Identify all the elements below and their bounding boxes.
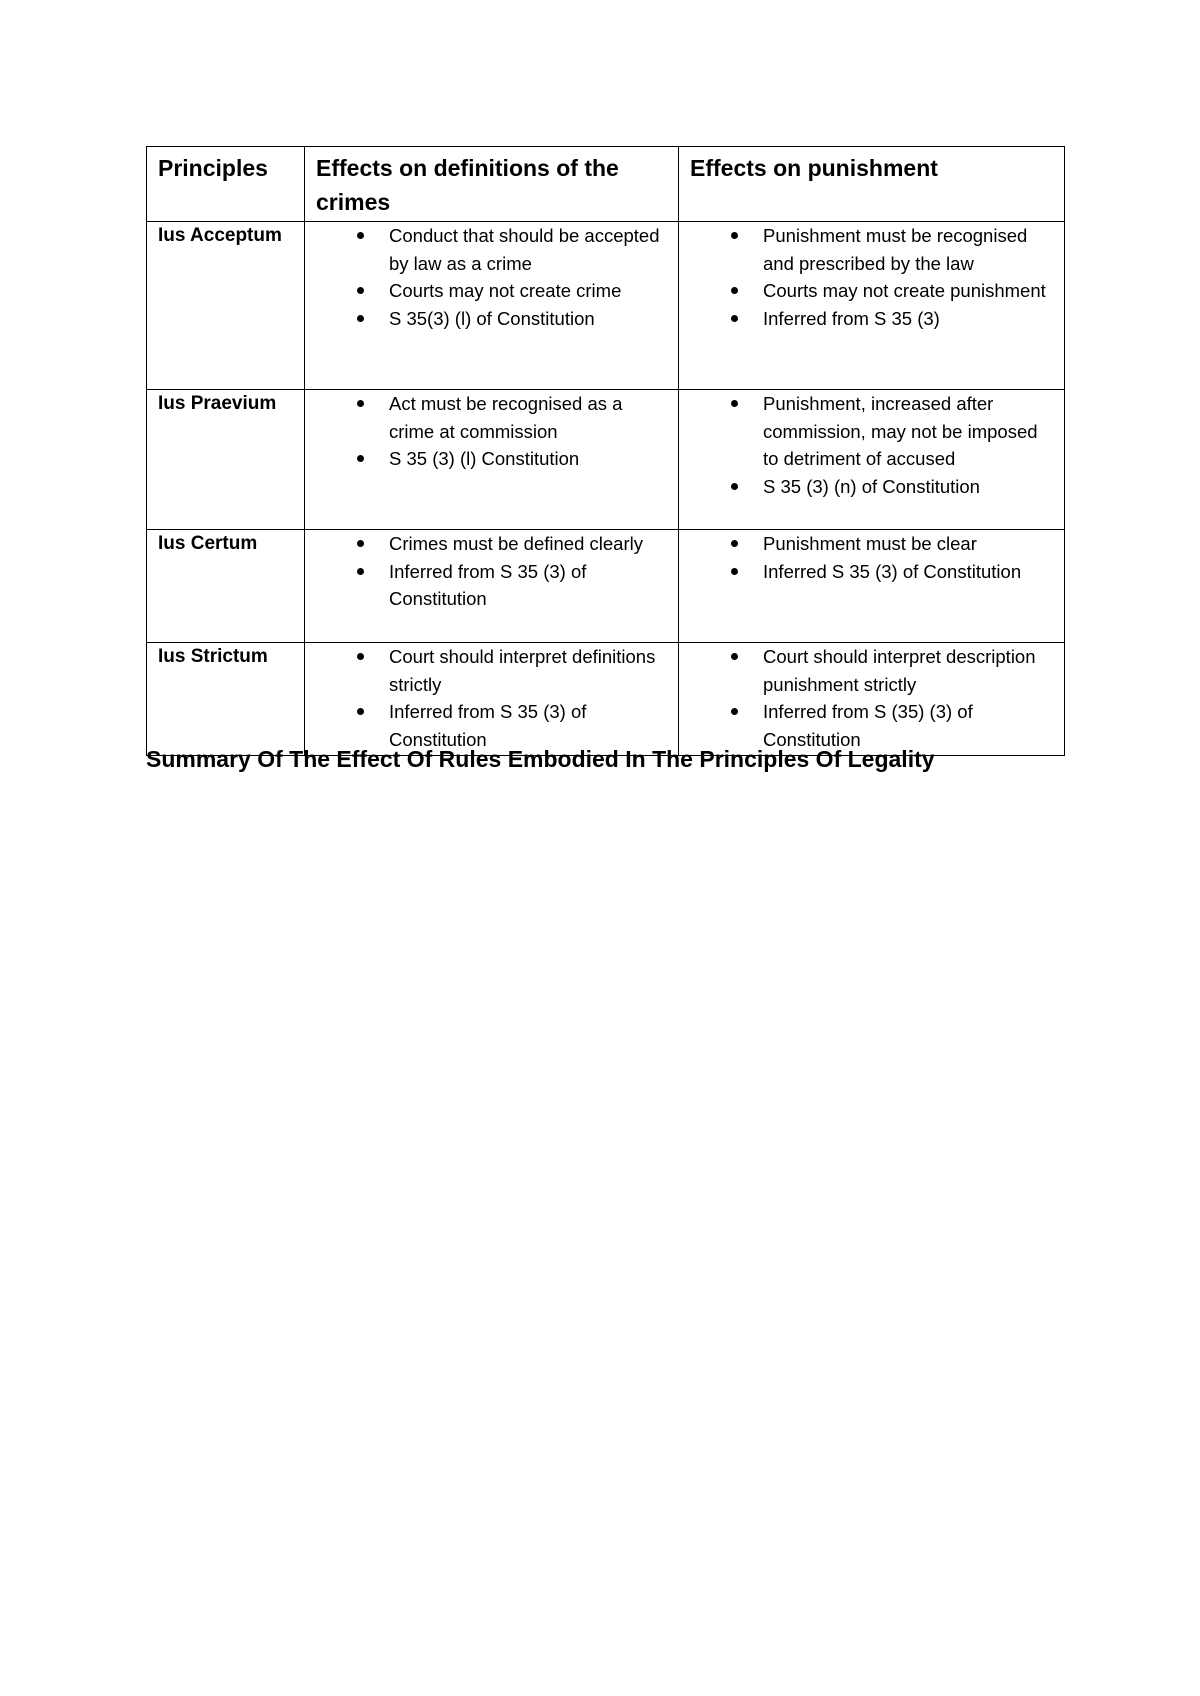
list-item xyxy=(690,390,1054,473)
bullet-text: Inferred from S 35 (3) of Constitution xyxy=(389,701,587,750)
table-caption: Summary Of The Effect Of Rules Embodied In The Principles Of Legality xyxy=(146,746,935,772)
bullet-icon xyxy=(731,287,738,294)
bullet-list xyxy=(690,643,1054,753)
bullet-icon xyxy=(731,315,738,322)
legality-principles-table xyxy=(146,146,1065,756)
list-item xyxy=(690,222,1054,277)
principle-name: Ius Praevium xyxy=(147,390,305,530)
bullet-icon xyxy=(731,653,738,660)
bullet-icon xyxy=(357,708,364,715)
bullet-text: Punishment, increased after commission, may not be imposed to detriment of accused xyxy=(763,393,1038,469)
bullet-text: Inferred from S 35 (3) xyxy=(763,307,940,329)
list-item xyxy=(316,445,668,473)
punishment-cell xyxy=(679,222,1065,390)
bullet-icon xyxy=(357,232,364,239)
bullet-text: Punishment must be clear xyxy=(763,533,977,554)
table-header-row xyxy=(147,147,1065,222)
bullet-text: Inferred S 35 (3) of Constitution xyxy=(763,560,1022,582)
list-item xyxy=(316,222,668,277)
list-item xyxy=(690,277,1054,305)
bullet-text: Court should interpret description punishment strictly xyxy=(763,646,1036,695)
bullet-text: Crimes must be defined clearly xyxy=(389,533,643,554)
bullet-icon xyxy=(357,455,364,462)
bullet-text: Courts may not create crime xyxy=(389,280,622,301)
list-item xyxy=(690,643,1054,698)
bullet-list xyxy=(316,222,668,332)
header-principles: Principles xyxy=(147,147,305,222)
bullet-text: S 35(3) (l) of Constitution xyxy=(389,307,595,329)
bullet-icon xyxy=(357,287,364,294)
bullet-icon xyxy=(731,483,738,490)
header-effects-punishment: Effects on punishment xyxy=(679,147,1065,222)
bullet-text: Courts may not create punishment xyxy=(763,280,1046,301)
principle-name: Ius Acceptum xyxy=(147,222,305,390)
list-item xyxy=(316,305,668,333)
bullet-icon xyxy=(357,315,364,322)
list-item xyxy=(316,530,668,558)
list-item xyxy=(316,558,668,613)
table-row xyxy=(147,643,1065,756)
punishment-cell xyxy=(679,643,1065,756)
bullet-icon xyxy=(357,400,364,407)
bullet-list xyxy=(316,643,668,753)
bullet-text: Inferred from S (35) (3) of Constitution xyxy=(763,701,973,750)
bullet-text: Conduct that should be accepted by law as a crime xyxy=(389,225,660,274)
bullet-list xyxy=(316,530,668,613)
list-item xyxy=(316,643,668,698)
table-row xyxy=(147,390,1065,530)
bullet-icon xyxy=(731,540,738,547)
principle-name: Ius Certum xyxy=(147,530,305,643)
bullet-icon xyxy=(731,400,738,407)
bullet-text: Act must be recognised as a crime at commission xyxy=(389,393,623,442)
punishment-cell xyxy=(679,530,1065,643)
definitions-cell xyxy=(305,390,679,530)
list-item xyxy=(690,558,1054,586)
bullet-list xyxy=(690,390,1054,500)
bullet-text: Punishment must be recognised and prescribed by the law xyxy=(763,225,1028,274)
header-effects-definitions: Effects on definitions of the crimes xyxy=(305,147,679,222)
definitions-cell xyxy=(305,643,679,756)
table-row xyxy=(147,530,1065,643)
bullet-icon xyxy=(357,568,364,575)
list-item xyxy=(690,530,1054,558)
bullet-text: Inferred from S 35 (3) of Constitution xyxy=(389,560,587,609)
bullet-icon xyxy=(731,708,738,715)
table-row xyxy=(147,222,1065,390)
bullet-icon xyxy=(357,653,364,660)
list-item xyxy=(690,473,1054,501)
bullet-list xyxy=(690,530,1054,585)
list-item xyxy=(316,390,668,445)
bullet-text: S 35 (3) (n) of Constitution xyxy=(763,475,980,497)
principle-name: Ius Strictum xyxy=(147,643,305,756)
bullet-text: S 35 (3) (l) Constitution xyxy=(389,448,580,469)
list-item xyxy=(316,277,668,305)
punishment-cell xyxy=(679,390,1065,530)
bullet-icon xyxy=(731,232,738,239)
definitions-cell xyxy=(305,530,679,643)
bullet-text: Court should interpret definitions strictly xyxy=(389,646,656,695)
bullet-list xyxy=(316,390,668,473)
bullet-icon xyxy=(357,540,364,547)
bullet-icon xyxy=(731,568,738,575)
bullet-list xyxy=(690,222,1054,332)
definitions-cell xyxy=(305,222,679,390)
list-item xyxy=(690,305,1054,333)
